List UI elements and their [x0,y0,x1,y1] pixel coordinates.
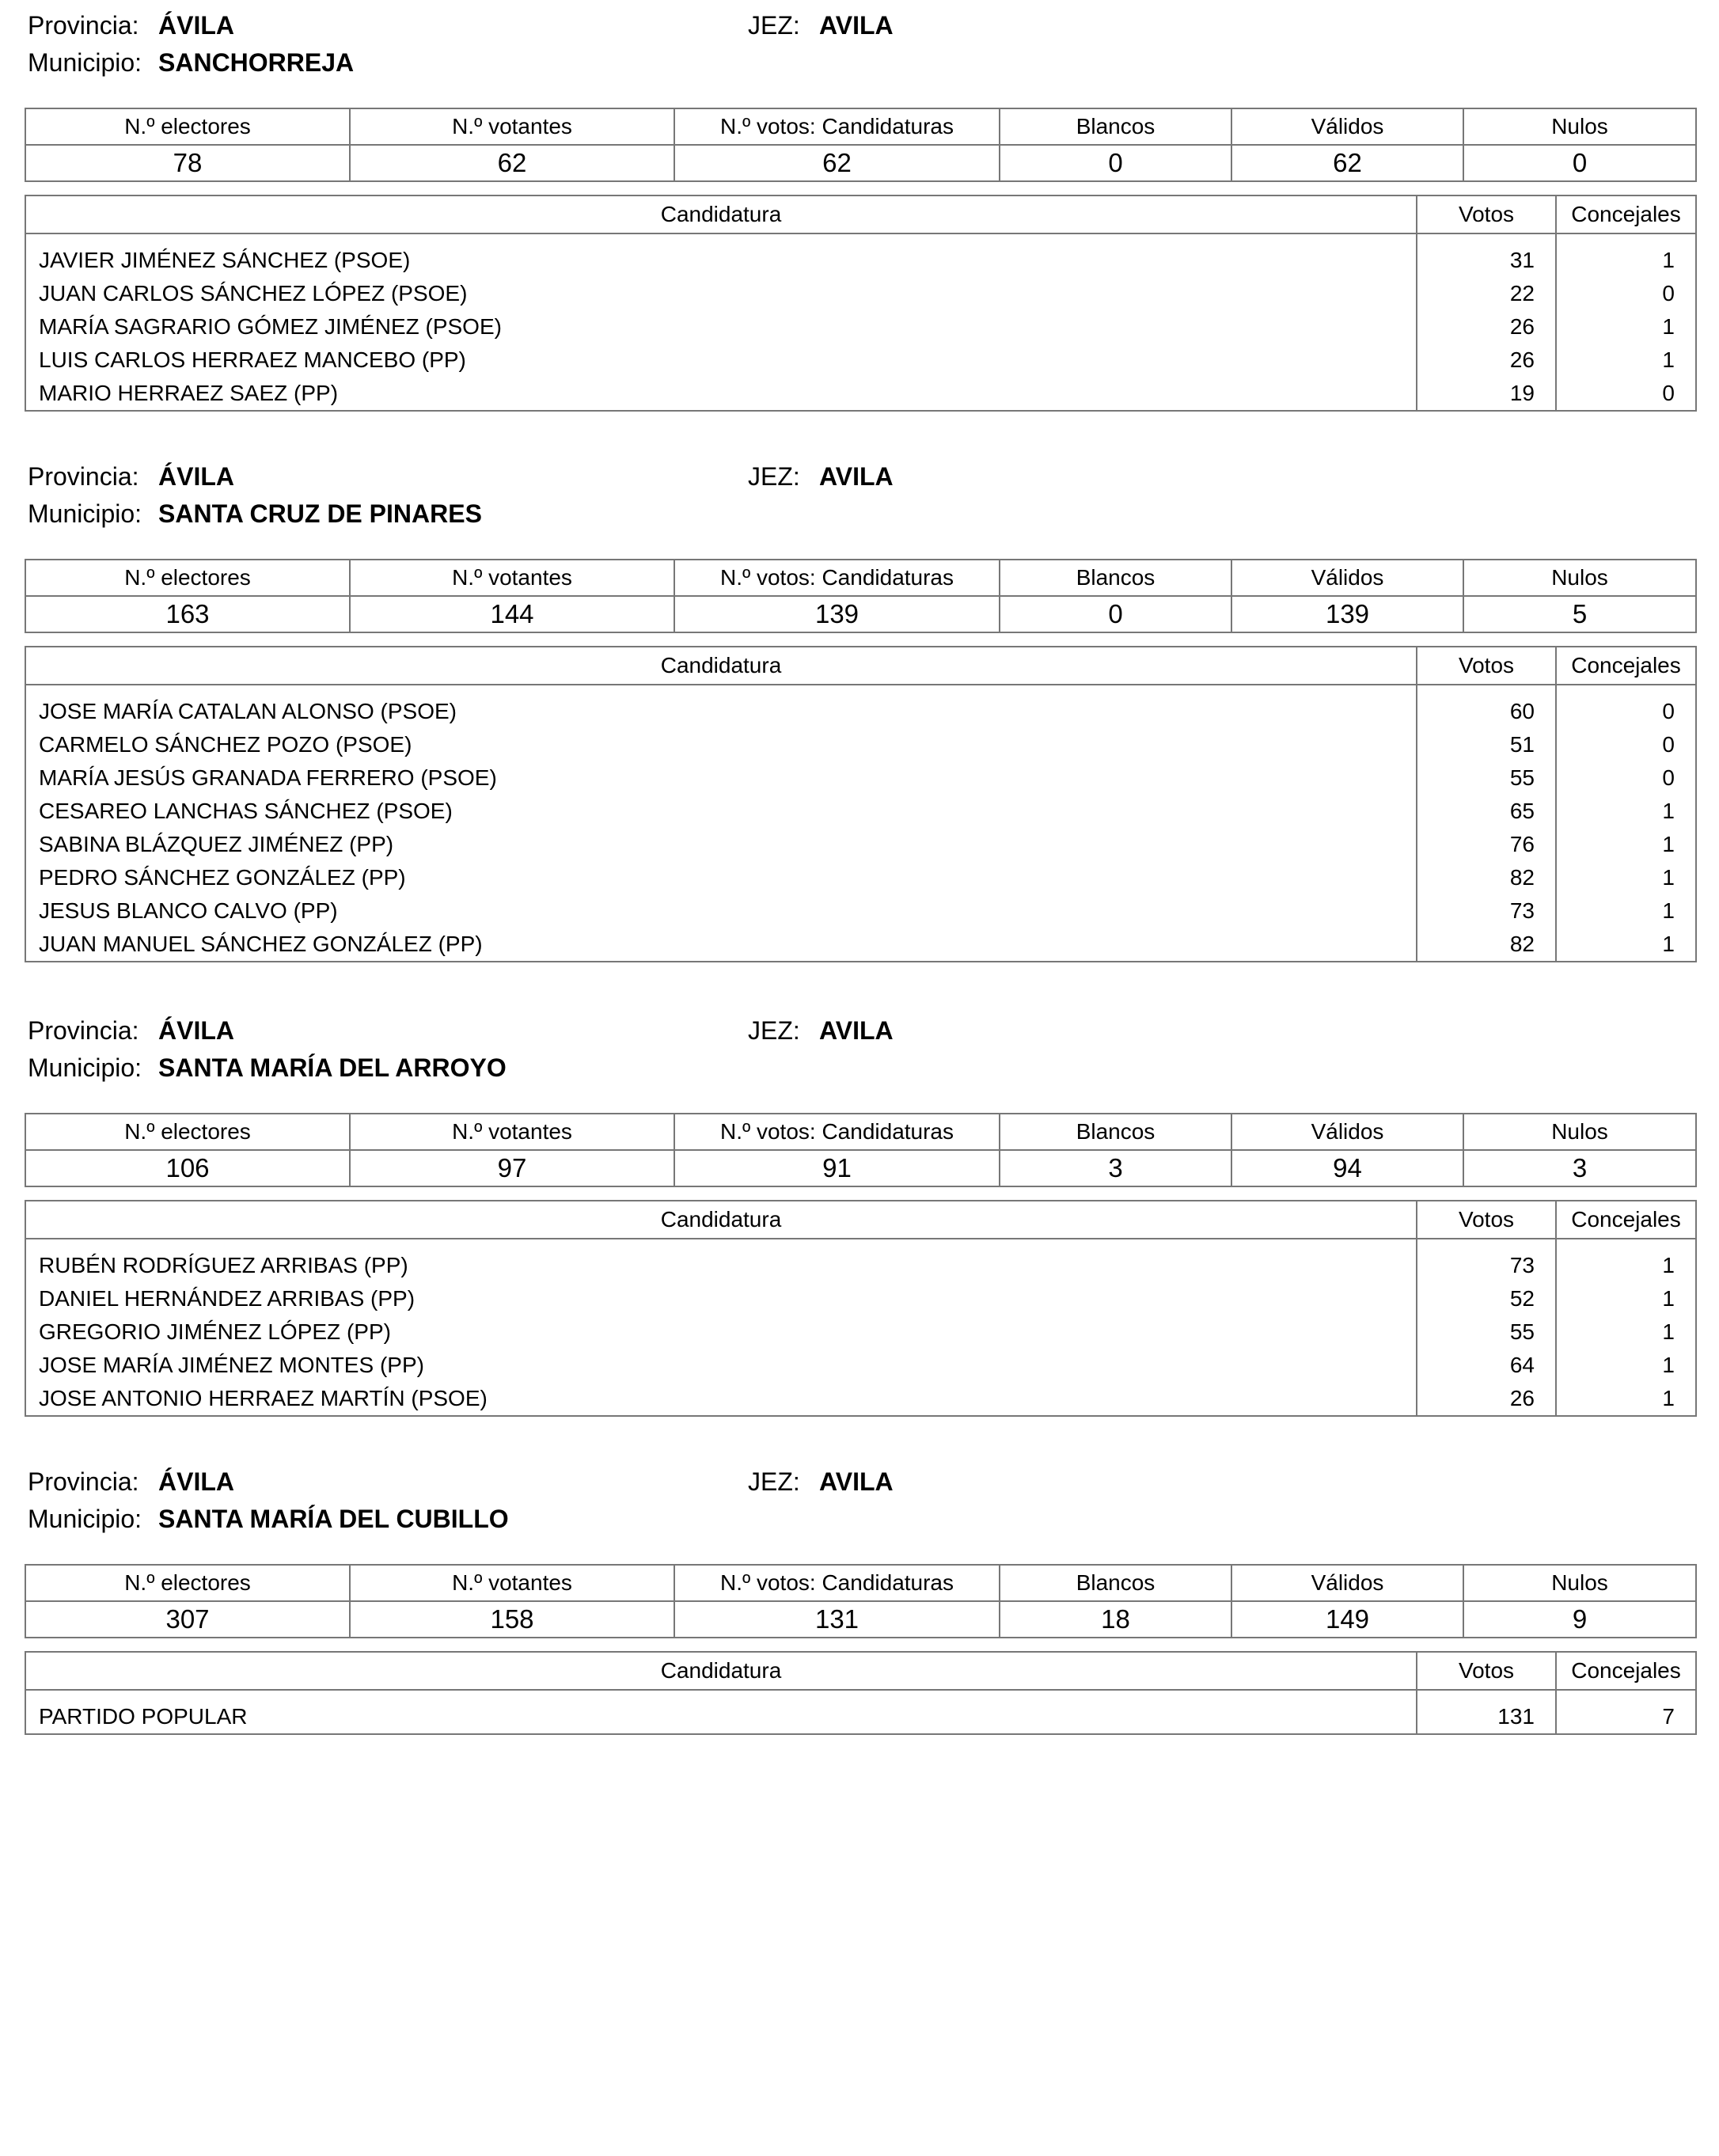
candidates-table [25,195,1697,412]
candidate-votos: 64 [1417,1349,1556,1382]
summary-value-cell: 62 [350,145,674,181]
provincia-value: ÁVILA [158,462,234,491]
candidate-row [25,1282,1696,1315]
candidate-name: GREGORIO JIMÉNEZ LÓPEZ (PP) [25,1315,1417,1349]
summary-header-cell: Nulos [1463,560,1696,596]
candidate-row [25,828,1696,861]
candidate-name: JUAN MANUEL SÁNCHEZ GONZÁLEZ (PP) [25,928,1417,962]
summary-value-cell: 307 [25,1601,350,1638]
summary-header-cell: N.º votantes [350,560,674,596]
municipio-label: Municipio: [28,1053,142,1082]
provincia-value: ÁVILA [158,1467,234,1496]
candidate-votos: 31 [1417,244,1556,277]
candidate-concejales: 0 [1556,377,1696,411]
provincia-label: Provincia: [28,1467,139,1496]
candidate-concejales: 1 [1556,861,1696,894]
summary-value-cell: 94 [1231,1150,1463,1186]
votos-header: Votos [1417,647,1556,685]
summary-header-cell: N.º votos: Candidaturas [674,108,1000,145]
summary-header-cell: Blancos [1000,1114,1231,1150]
candidate-concejales: 0 [1556,761,1696,795]
jez-value: AVILA [819,1016,894,1045]
candidate-name: JOSE MARÍA CATALAN ALONSO (PSOE) [25,695,1417,728]
candidate-votos: 26 [1417,1382,1556,1416]
concejales-header: Concejales [1556,1201,1696,1239]
jez-label: JEZ: [748,1467,800,1496]
candidate-concejales: 1 [1556,1249,1696,1282]
candidate-votos: 52 [1417,1282,1556,1315]
concejales-header: Concejales [1556,1652,1696,1690]
candidate-name: PARTIDO POPULAR [25,1700,1417,1734]
candidate-row [25,928,1696,962]
summary-header-cell: Nulos [1463,108,1696,145]
candidate-concejales: 1 [1556,1282,1696,1315]
summary-table [25,108,1697,182]
candidatura-header: Candidatura [25,195,1417,233]
jez-label: JEZ: [748,462,800,491]
candidate-name: CARMELO SÁNCHEZ POZO (PSOE) [25,728,1417,761]
summary-value-cell: 5 [1463,596,1696,632]
candidate-votos: 60 [1417,695,1556,728]
votos-header: Votos [1417,195,1556,233]
summary-value-cell: 3 [1000,1150,1231,1186]
candidate-concejales: 0 [1556,695,1696,728]
candidatura-header: Candidatura [25,1201,1417,1239]
candidate-name: JESUS BLANCO CALVO (PP) [25,894,1417,928]
municipality-block [0,0,1719,405]
summary-value-cell: 91 [674,1150,1000,1186]
candidate-row [25,894,1696,928]
summary-table [25,559,1697,633]
candidate-row [25,344,1696,377]
candidate-votos: 55 [1417,1315,1556,1349]
summary-header-cell: N.º electores [25,108,350,145]
candidate-name: RUBÉN RODRÍGUEZ ARRIBAS (PP) [25,1249,1417,1282]
candidate-name: JOSE MARÍA JIMÉNEZ MONTES (PP) [25,1349,1417,1382]
jez-value: AVILA [819,1467,894,1496]
candidate-name: DANIEL HERNÁNDEZ ARRIBAS (PP) [25,1282,1417,1315]
summary-header-cell: Blancos [1000,108,1231,145]
candidate-votos: 26 [1417,310,1556,344]
candidate-concejales: 1 [1556,344,1696,377]
votos-header: Votos [1417,1201,1556,1239]
candidate-votos: 26 [1417,344,1556,377]
concejales-header: Concejales [1556,647,1696,685]
candidate-row [25,1249,1696,1282]
summary-value-cell: 62 [1231,145,1463,181]
jez-label: JEZ: [748,11,800,40]
candidate-votos: 73 [1417,1249,1556,1282]
candidate-votos: 82 [1417,861,1556,894]
municipality-block [0,1005,1719,1410]
candidate-name: LUIS CARLOS HERRAEZ MANCEBO (PP) [25,344,1417,377]
candidate-votos: 55 [1417,761,1556,795]
candidate-name: CESAREO LANCHAS SÁNCHEZ (PSOE) [25,795,1417,828]
provincia-value: ÁVILA [158,11,234,40]
candidate-name: SABINA BLÁZQUEZ JIMÉNEZ (PP) [25,828,1417,861]
candidate-name: JAVIER JIMÉNEZ SÁNCHEZ (PSOE) [25,244,1417,277]
candidate-row [25,310,1696,344]
summary-value-cell: 0 [1463,145,1696,181]
candidate-name: MARÍA SAGRARIO GÓMEZ JIMÉNEZ (PSOE) [25,310,1417,344]
summary-header-cell: Válidos [1231,1565,1463,1601]
summary-header-cell: Válidos [1231,108,1463,145]
summary-header-cell: Blancos [1000,560,1231,596]
candidate-votos: 73 [1417,894,1556,928]
candidate-concejales: 1 [1556,244,1696,277]
candidate-name: PEDRO SÁNCHEZ GONZÁLEZ (PP) [25,861,1417,894]
summary-value-cell: 158 [350,1601,674,1638]
candidate-row [25,861,1696,894]
candidate-concejales: 1 [1556,1349,1696,1382]
candidate-row [25,244,1696,277]
summary-header-cell: Válidos [1231,1114,1463,1150]
summary-value-cell: 62 [674,145,1000,181]
municipality-block [0,1456,1719,1729]
summary-value-cell: 131 [674,1601,1000,1638]
votos-header: Votos [1417,1652,1556,1690]
summary-header-cell: N.º votantes [350,108,674,145]
provincia-label: Provincia: [28,462,139,491]
summary-value-cell: 144 [350,596,674,632]
summary-header-cell: N.º votos: Candidaturas [674,1565,1000,1601]
municipality-header [0,0,1719,79]
summary-header-cell: N.º votos: Candidaturas [674,560,1000,596]
candidate-concejales: 1 [1556,828,1696,861]
candidate-row [25,1349,1696,1382]
candidate-votos: 82 [1417,928,1556,962]
candidate-name: MARIO HERRAEZ SAEZ (PP) [25,377,1417,411]
summary-header-cell: N.º electores [25,1114,350,1150]
candidate-row [25,1700,1696,1734]
municipality-block [0,451,1719,956]
summary-table [25,1564,1697,1638]
summary-value-cell: 9 [1463,1601,1696,1638]
provincia-label: Provincia: [28,1016,139,1045]
candidate-votos: 65 [1417,795,1556,828]
candidate-name: MARÍA JESÚS GRANADA FERRERO (PSOE) [25,761,1417,795]
jez-value: AVILA [819,462,894,491]
candidate-votos: 76 [1417,828,1556,861]
summary-value-cell: 78 [25,145,350,181]
municipio-label: Municipio: [28,1505,142,1533]
candidate-concejales: 0 [1556,277,1696,310]
candidate-name: JOSE ANTONIO HERRAEZ MARTÍN (PSOE) [25,1382,1417,1416]
summary-header-cell: N.º electores [25,560,350,596]
candidate-votos: 19 [1417,377,1556,411]
summary-value-cell: 139 [674,596,1000,632]
candidate-row [25,795,1696,828]
candidate-concejales: 1 [1556,1315,1696,1349]
summary-header-cell: N.º votos: Candidaturas [674,1114,1000,1150]
candidate-concejales: 1 [1556,310,1696,344]
summary-value-cell: 163 [25,596,350,632]
candidatura-header: Candidatura [25,647,1417,685]
provincia-value: ÁVILA [158,1016,234,1045]
summary-header-cell: N.º votantes [350,1565,674,1601]
summary-value-cell: 149 [1231,1601,1463,1638]
candidate-votos: 22 [1417,277,1556,310]
candidate-row [25,695,1696,728]
municipio-label: Municipio: [28,48,142,77]
candidate-row [25,1315,1696,1349]
candidate-concejales: 1 [1556,894,1696,928]
municipio-value: SANCHORREJA [158,48,355,77]
summary-header-cell: Nulos [1463,1114,1696,1150]
summary-value-cell: 0 [1000,596,1231,632]
candidate-votos: 51 [1417,728,1556,761]
candidates-table [25,1651,1697,1735]
candidate-row [25,728,1696,761]
candidate-votos: 131 [1417,1700,1556,1734]
municipality-header [0,1456,1719,1535]
provincia-label: Provincia: [28,11,139,40]
summary-header-cell: Blancos [1000,1565,1231,1601]
candidate-concejales: 1 [1556,795,1696,828]
candidate-concejales: 1 [1556,928,1696,962]
summary-table [25,1113,1697,1187]
jez-label: JEZ: [748,1016,800,1045]
summary-value-cell: 139 [1231,596,1463,632]
summary-value-cell: 0 [1000,145,1231,181]
municipio-label: Municipio: [28,499,142,528]
candidates-table [25,1200,1697,1417]
jez-value: AVILA [819,11,894,40]
candidatura-header: Candidatura [25,1652,1417,1690]
summary-header-cell: Válidos [1231,560,1463,596]
candidate-name: JUAN CARLOS SÁNCHEZ LÓPEZ (PSOE) [25,277,1417,310]
municipio-value: SANTA CRUZ DE PINARES [158,499,482,528]
summary-value-cell: 18 [1000,1601,1231,1638]
municipio-value: SANTA MARÍA DEL ARROYO [158,1053,507,1082]
concejales-header: Concejales [1556,195,1696,233]
candidate-concejales: 1 [1556,1382,1696,1416]
candidate-concejales: 0 [1556,728,1696,761]
summary-header-cell: Nulos [1463,1565,1696,1601]
municipality-header [0,1005,1719,1084]
summary-value-cell: 106 [25,1150,350,1186]
summary-header-cell: N.º electores [25,1565,350,1601]
candidate-row [25,377,1696,411]
summary-value-cell: 97 [350,1150,674,1186]
summary-value-cell: 3 [1463,1150,1696,1186]
candidates-table [25,646,1697,962]
candidate-row [25,277,1696,310]
candidate-row [25,761,1696,795]
summary-header-cell: N.º votantes [350,1114,674,1150]
candidate-row [25,1382,1696,1416]
municipio-value: SANTA MARÍA DEL CUBILLO [158,1505,509,1533]
municipality-header [0,451,1719,530]
candidate-concejales: 7 [1556,1700,1696,1734]
